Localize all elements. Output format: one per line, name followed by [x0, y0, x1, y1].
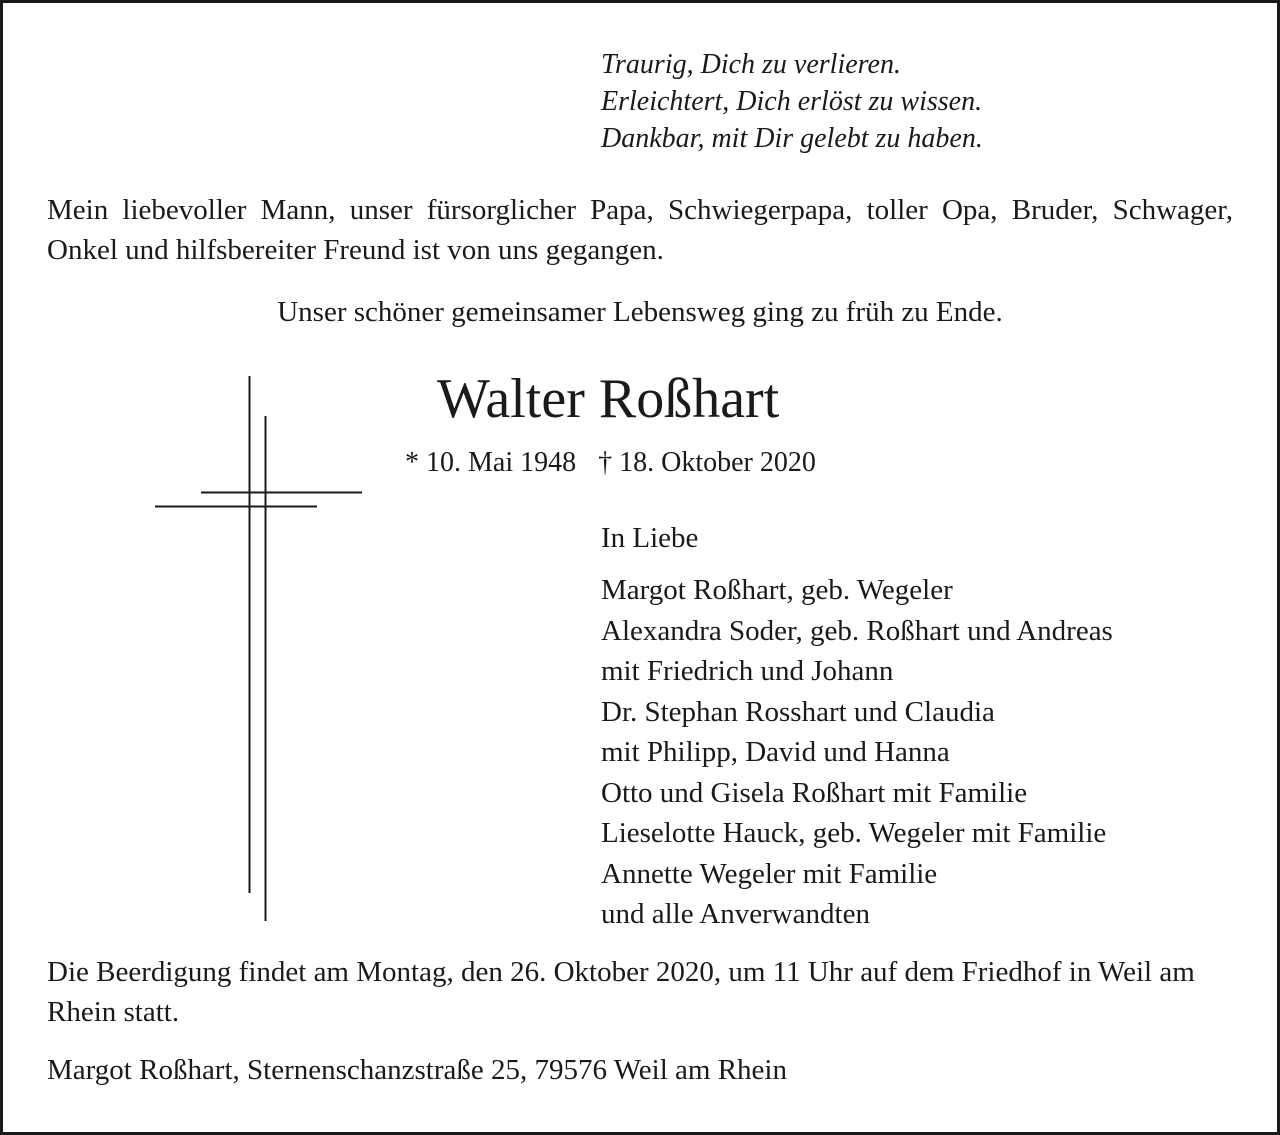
mourner-line: Margot Roßhart, geb. Wegeler	[601, 574, 953, 606]
poem-line: Dankbar, mit Dir gelebt zu haben.	[601, 123, 983, 154]
life-journey-line: Unser schöner gemeinsamer Lebensweg ging zu früh zu Ende.	[277, 296, 1003, 328]
poem-line: Traurig, Dich zu verlieren.	[601, 49, 901, 80]
mourner-line: und alle Anverwandten	[601, 898, 870, 930]
mourner-line: mit Friedrich und Johann	[601, 655, 894, 687]
mourner-line: Annette Wegeler mit Familie	[601, 857, 938, 890]
death-date: † 18. Oktober 2020	[598, 447, 816, 478]
mourners-list	[601, 570, 1113, 935]
contact-address: Margot Roßhart, Sternenschanzstraße 25, 79576 Weil am Rhein	[47, 1054, 787, 1086]
signoff-label: In Liebe	[601, 522, 699, 554]
mourner-line: mit Philipp, David und Hanna	[601, 736, 950, 768]
birth-date: * 10. Mai 1948	[405, 447, 577, 478]
mourner-line: Alexandra Soder, geb. Roßhart und Andreas	[601, 614, 1113, 647]
deceased-name: Walter Roßhart	[437, 368, 780, 430]
double-line-cross-icon	[0, 0, 380, 930]
intro-paragraph: Mein liebevoller Mann, unser fürsorglicher Papa, Schwiegerpapa, toller Opa, Bruder, Schwager, Onkel und hilfsbereiter Freund ist von uns gegangen.	[47, 194, 1233, 266]
life-dates	[405, 445, 816, 481]
mourner-line: Otto und Gisela Roßhart mit Familie	[601, 776, 1028, 809]
mourner-line: Dr. Stephan Rosshart und Claudia	[601, 695, 995, 728]
memorial-poem	[601, 46, 983, 157]
funeral-notice: Die Beerdigung findet am Montag, den 26. Oktober 2020, um 11 Uhr auf dem Friedhof in Weil am Rhein statt.	[47, 956, 1195, 1028]
mourner-line: Lieselotte Hauck, geb. Wegeler mit Familie	[601, 817, 1107, 849]
poem-line: Erleichtert, Dich erlöst zu wissen.	[601, 86, 983, 117]
